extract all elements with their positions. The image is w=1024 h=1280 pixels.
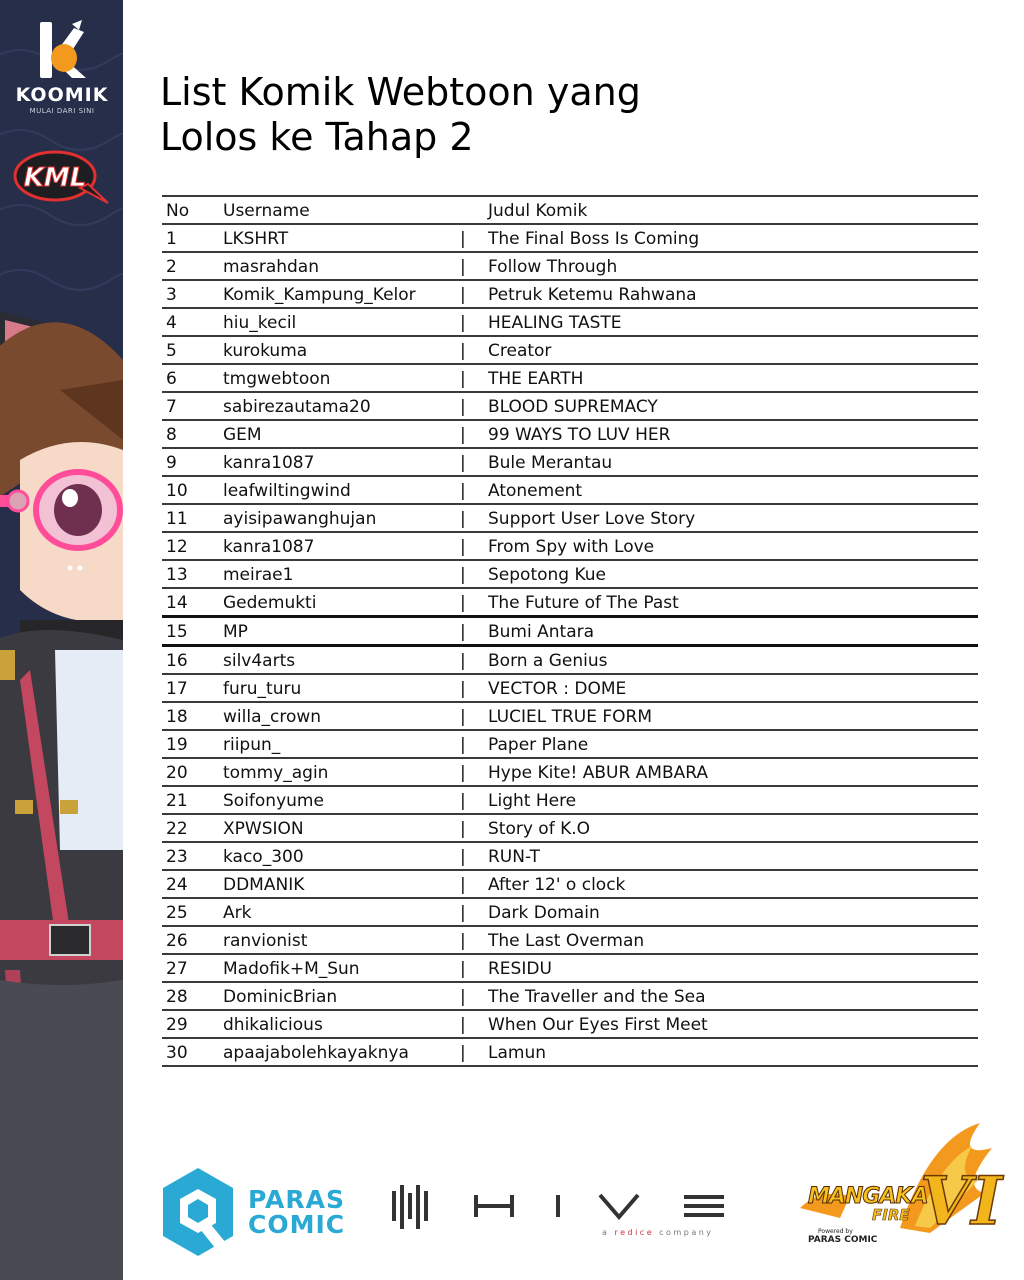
- row-comic-title: | Creator: [460, 336, 978, 364]
- table-row: [162, 364, 978, 392]
- table-row: [162, 898, 978, 926]
- table-row: [162, 476, 978, 504]
- table-row: [162, 1010, 978, 1038]
- row-username: Soifonyume: [223, 786, 460, 814]
- row-username: XPWSION: [223, 814, 460, 842]
- row-comic-title: | RESIDU: [460, 954, 978, 982]
- row-comic-title: | Sepotong Kue: [460, 560, 978, 588]
- table-row: [162, 617, 978, 646]
- row-number: 26: [162, 926, 223, 954]
- header-username: Username: [223, 196, 460, 224]
- table-row: [162, 252, 978, 280]
- row-username: DominicBrian: [223, 982, 460, 1010]
- paras-comic-hexagon-icon: [160, 1165, 236, 1259]
- row-comic-title: | From Spy with Love: [460, 532, 978, 560]
- table-row: [162, 504, 978, 532]
- row-username: furu_turu: [223, 674, 460, 702]
- table-row: [162, 926, 978, 954]
- table-row: [162, 982, 978, 1010]
- table-row: [162, 532, 978, 560]
- row-comic-title: | Hype Kite! ABUR AMBARA: [460, 758, 978, 786]
- row-username: ranvionist: [223, 926, 460, 954]
- header-title: [460, 196, 978, 224]
- row-comic-title: | LUCIEL TRUE FORM: [460, 702, 978, 730]
- row-number: 25: [162, 898, 223, 926]
- powered-by-brand: PARAS COMIC: [808, 1235, 878, 1245]
- row-comic-title: | After 12' o clock: [460, 870, 978, 898]
- header-no: No: [162, 196, 223, 224]
- row-number: 9: [162, 448, 223, 476]
- row-username: hiu_kecil: [223, 308, 460, 336]
- comic-list-table: [162, 195, 978, 1067]
- row-number: 28: [162, 982, 223, 1010]
- kml-badge-text: KML: [23, 163, 87, 193]
- row-number: 16: [162, 646, 223, 675]
- row-comic-title: | The Last Overman: [460, 926, 978, 954]
- row-username: silv4arts: [223, 646, 460, 675]
- row-number: 19: [162, 730, 223, 758]
- hive-tag-a: a: [602, 1228, 615, 1237]
- row-comic-title: | Support User Love Story: [460, 504, 978, 532]
- row-username: kaco_300: [223, 842, 460, 870]
- koomik-k-icon: [32, 18, 92, 82]
- row-number: 18: [162, 702, 223, 730]
- row-username: apaajabolehkayaknya: [223, 1038, 460, 1066]
- koomik-logo: [8, 18, 116, 115]
- table-row: [162, 1038, 978, 1066]
- row-username: kanra1087: [223, 448, 460, 476]
- mangaka-word: MANGAKA: [808, 1184, 928, 1209]
- row-comic-title: | Dark Domain: [460, 898, 978, 926]
- row-comic-title: | Atonement: [460, 476, 978, 504]
- mangaka-fire-logo: [780, 1118, 1003, 1248]
- row-comic-title: | RUN-T: [460, 842, 978, 870]
- row-username: MP: [223, 617, 460, 646]
- row-username: leafwiltingwind: [223, 476, 460, 504]
- row-username: GEM: [223, 420, 460, 448]
- row-number: 1: [162, 224, 223, 252]
- paras-comic-wordmark: [248, 1187, 345, 1237]
- mangaka-numeral: VI: [920, 1162, 1003, 1240]
- row-number: 7: [162, 392, 223, 420]
- row-username: Gedemukti: [223, 588, 460, 617]
- table-row: [162, 280, 978, 308]
- table-row: [162, 448, 978, 476]
- row-username: masrahdan: [223, 252, 460, 280]
- koomik-tagline: MULAI DARI SINI: [29, 107, 95, 115]
- row-username: ayisipawanghujan: [223, 504, 460, 532]
- row-comic-title: | Lamun: [460, 1038, 978, 1066]
- row-number: 15: [162, 617, 223, 646]
- row-username: Madofik+M_Sun: [223, 954, 460, 982]
- table-row: [162, 308, 978, 336]
- powered-by-label: Powered by: [818, 1228, 853, 1235]
- row-username: Ark: [223, 898, 460, 926]
- koomik-brand-name: KOOMIK: [15, 84, 109, 106]
- row-comic-title: | The Final Boss Is Coming: [460, 224, 978, 252]
- row-number: 3: [162, 280, 223, 308]
- row-number: 29: [162, 1010, 223, 1038]
- row-comic-title: | Story of K.O: [460, 814, 978, 842]
- row-number: 14: [162, 588, 223, 617]
- mangaka-fire-word: FIRE: [872, 1206, 910, 1224]
- row-number: 2: [162, 252, 223, 280]
- row-username: sabirezautama20: [223, 392, 460, 420]
- row-comic-title: | Petruk Ketemu Rahwana: [460, 280, 978, 308]
- hive-tag-b: company: [654, 1228, 714, 1237]
- table-row: [162, 758, 978, 786]
- table-row: [162, 224, 978, 252]
- hive-tag-brand: redice: [614, 1228, 655, 1237]
- table-row: [162, 702, 978, 730]
- table-body: [162, 224, 978, 1066]
- page-title: [160, 70, 760, 160]
- row-number: 20: [162, 758, 223, 786]
- row-username: LKSHRT: [223, 224, 460, 252]
- row-comic-title: | Follow Through: [460, 252, 978, 280]
- table-row: [162, 420, 978, 448]
- sidebar-strip: [0, 0, 123, 1280]
- table-row: [162, 588, 978, 617]
- row-number: 24: [162, 870, 223, 898]
- hive-logo: [388, 1183, 733, 1233]
- row-comic-title: | BLOOD SUPREMACY: [460, 392, 978, 420]
- mangaka-powered-by: [808, 1228, 877, 1245]
- row-number: 5: [162, 336, 223, 364]
- row-number: 27: [162, 954, 223, 982]
- row-username: DDMANIK: [223, 870, 460, 898]
- row-username: meirae1: [223, 560, 460, 588]
- row-number: 23: [162, 842, 223, 870]
- kml-badge-logo: [10, 148, 110, 212]
- row-comic-title: | Born a Genius: [460, 646, 978, 675]
- row-comic-title: | Bumi Antara: [460, 617, 978, 646]
- row-username: kurokuma: [223, 336, 460, 364]
- table-row: [162, 870, 978, 898]
- row-comic-title: | Paper Plane: [460, 730, 978, 758]
- row-comic-title: | HEALING TASTE: [460, 308, 978, 336]
- hive-wordmark-icon: [388, 1183, 733, 1233]
- row-number: 30: [162, 1038, 223, 1066]
- header-title-label: Judul Komik: [488, 201, 588, 221]
- row-comic-title: | Light Here: [460, 786, 978, 814]
- anime-character-illustration: [0, 290, 123, 1280]
- row-number: 13: [162, 560, 223, 588]
- row-comic-title: | 99 WAYS TO LUV HER: [460, 420, 978, 448]
- row-username: Komik_Kampung_Kelor: [223, 280, 460, 308]
- row-comic-title: | Bule Merantau: [460, 448, 978, 476]
- table-row: [162, 646, 978, 675]
- row-username: kanra1087: [223, 532, 460, 560]
- row-username: willa_crown: [223, 702, 460, 730]
- paras-comic-logo: [160, 1165, 345, 1259]
- table-row: [162, 336, 978, 364]
- row-number: 22: [162, 814, 223, 842]
- table-row: [162, 814, 978, 842]
- row-username: tommy_agin: [223, 758, 460, 786]
- table-row: [162, 674, 978, 702]
- row-number: 21: [162, 786, 223, 814]
- row-number: 8: [162, 420, 223, 448]
- row-username: tmgwebtoon: [223, 364, 460, 392]
- row-username: dhikalicious: [223, 1010, 460, 1038]
- row-comic-title: | When Our Eyes First Meet: [460, 1010, 978, 1038]
- row-number: 17: [162, 674, 223, 702]
- table-row: [162, 392, 978, 420]
- table-header-row: [162, 196, 978, 224]
- page-title-line-1: List Komik Webtoon yang: [160, 70, 641, 114]
- row-comic-title: | VECTOR : DOME: [460, 674, 978, 702]
- row-number: 11: [162, 504, 223, 532]
- row-comic-title: | THE EARTH: [460, 364, 978, 392]
- row-username: riipun_: [223, 730, 460, 758]
- table-row: [162, 786, 978, 814]
- comic-word: COMIC: [248, 1210, 346, 1239]
- row-number: 12: [162, 532, 223, 560]
- paras-word: PARAS: [248, 1185, 345, 1214]
- table-row: [162, 842, 978, 870]
- row-number: 6: [162, 364, 223, 392]
- table-row: [162, 730, 978, 758]
- hive-tagline: [602, 1228, 714, 1237]
- row-number: 10: [162, 476, 223, 504]
- table-row: [162, 954, 978, 982]
- row-comic-title: | The Traveller and the Sea: [460, 982, 978, 1010]
- row-comic-title: | The Future of The Past: [460, 588, 978, 617]
- row-number: 4: [162, 308, 223, 336]
- page-title-line-2: Lolos ke Tahap 2: [160, 115, 474, 159]
- table-row: [162, 560, 978, 588]
